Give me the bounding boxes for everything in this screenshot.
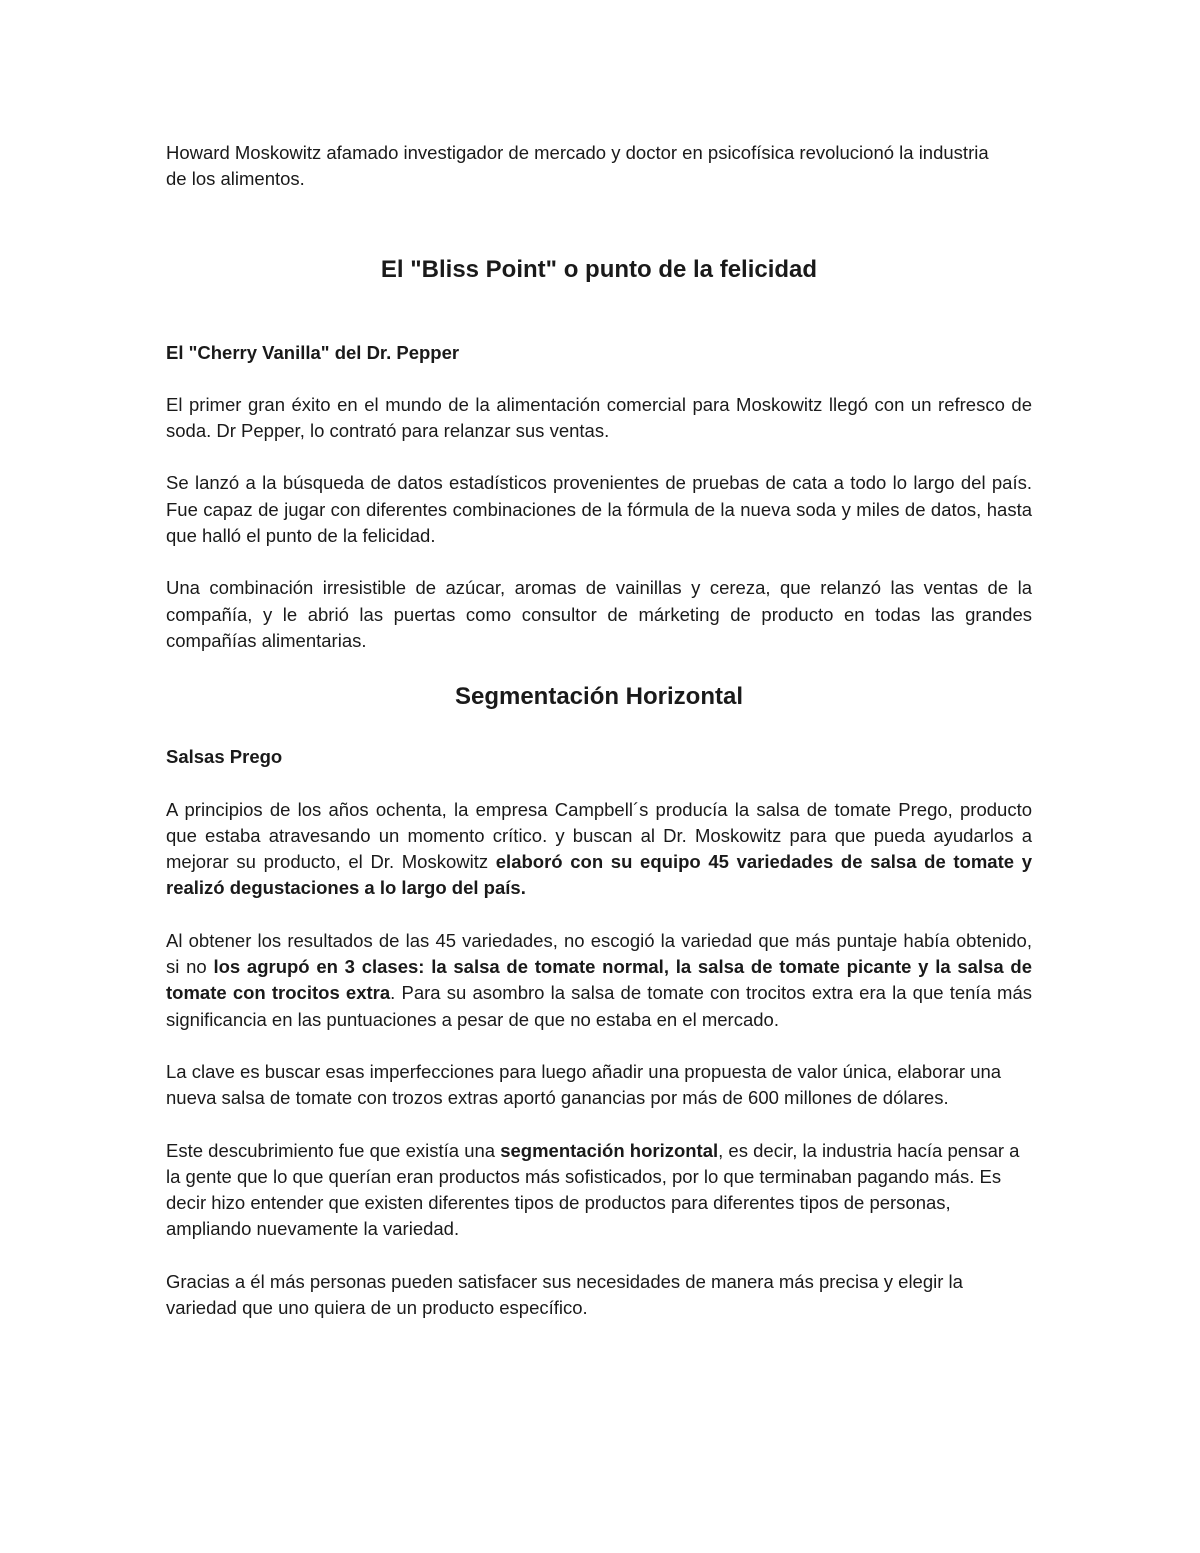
document-page [166, 140, 1032, 1321]
paragraph-dr-pepper: El primer gran éxito en el mundo de la alimentación comercial para Moskowitz llegó con un refresco de soda. Dr Pepper, lo contrató para relanzar sus ventas. [166, 393, 1032, 442]
paragraph-campbells-bold: elaboró con su equipo 45 variedades de salsa de tomate y realizó degustaciones a lo largo del país. [166, 851, 1032, 899]
paragraph-descubrimiento-tail: , es decir, la industria hacía pensar a la gente que lo que querían eran productos más sofisticados, por lo que terminaban pagando más. Es decir hizo entender que existen diferentes tipos de productos para diferentes tipos de personas, ampliando nuevamente la variedad. [166, 1139, 1020, 1240]
paragraph-descubrimiento-bold: segmentación horizontal [500, 1139, 719, 1161]
paragraph-datos: Se lanzó a la búsqueda de datos estadísticos provenientes de pruebas de cata a todo lo largo del país. Fue capaz de jugar con diferentes combinaciones de la fórmula de la nueva soda y miles de datos, hasta que halló el punto de la felicidad. [166, 472, 1032, 547]
paragraph-campbells [166, 797, 1032, 902]
subsection-title-cherry-vanilla: El "Cherry Vanilla" del Dr. Pepper [166, 341, 460, 363]
section-title-segmentacion: Segmentación Horizontal [454, 683, 744, 711]
paragraph-gracias: Gracias a él más personas pueden satisfacer sus necesidades de manera más precisa y elegir la variedad que uno quiera de un producto específico. [166, 1270, 963, 1319]
paragraph-resultados-text: Al obtener los resultados de las 45 variedades, no escogió la variedad que más puntaje había obtenido, si no [166, 929, 1032, 978]
intro-paragraph: Howard Moskowitz afamado investigador de mercado y doctor en psicofísica revolucionó la industria de los alimentos. [166, 142, 989, 190]
paragraph-resultados-bold: los agrupó en 3 clases: la salsa de tomate normal, la salsa de tomate picante y la salsa de tomate con trocitos extra [166, 956, 1032, 1004]
paragraph-descubrimiento [166, 1138, 1032, 1243]
paragraph-resultados-tail: . Para su asombro la salsa de tomate con trocitos extra era la que tenía más significancia en las puntuaciones a pesar de que no estaba en el mercado. [166, 982, 1032, 1030]
section-title-bliss-point: El "Bliss Point" o punto de la felicidad [380, 255, 818, 283]
paragraph-descubrimiento-text: Este descubrimiento fue que existía una [166, 1139, 501, 1161]
paragraph-resultados [166, 928, 1032, 1033]
paragraph-campbells-text: A principios de los años ochenta, la empresa Campbell´s producía la salsa de tomate Prego, producto que estaba atravesando un momento crítico. y buscan al Dr. Moskowitz para que pueda ayudarlos a mejorar su producto, el Dr. Moskowitz [166, 798, 1032, 873]
paragraph-clave: La clave es buscar esas imperfecciones para luego añadir una propuesta de valor única, elaborar una nueva salsa de tomate con trozos extras aportó ganancias por más de 600 millones de dólares. [166, 1060, 1002, 1109]
paragraph-combinacion: Una combinación irresistible de azúcar, aromas de vainillas y cereza, que relanzó las ventas de la compañía, y le abrió las puertas como consultor de márketing de producto en todas las grandes compañías alimentarias. [166, 577, 1032, 651]
subsection-title-salsas-prego: Salsas Prego [166, 746, 283, 768]
